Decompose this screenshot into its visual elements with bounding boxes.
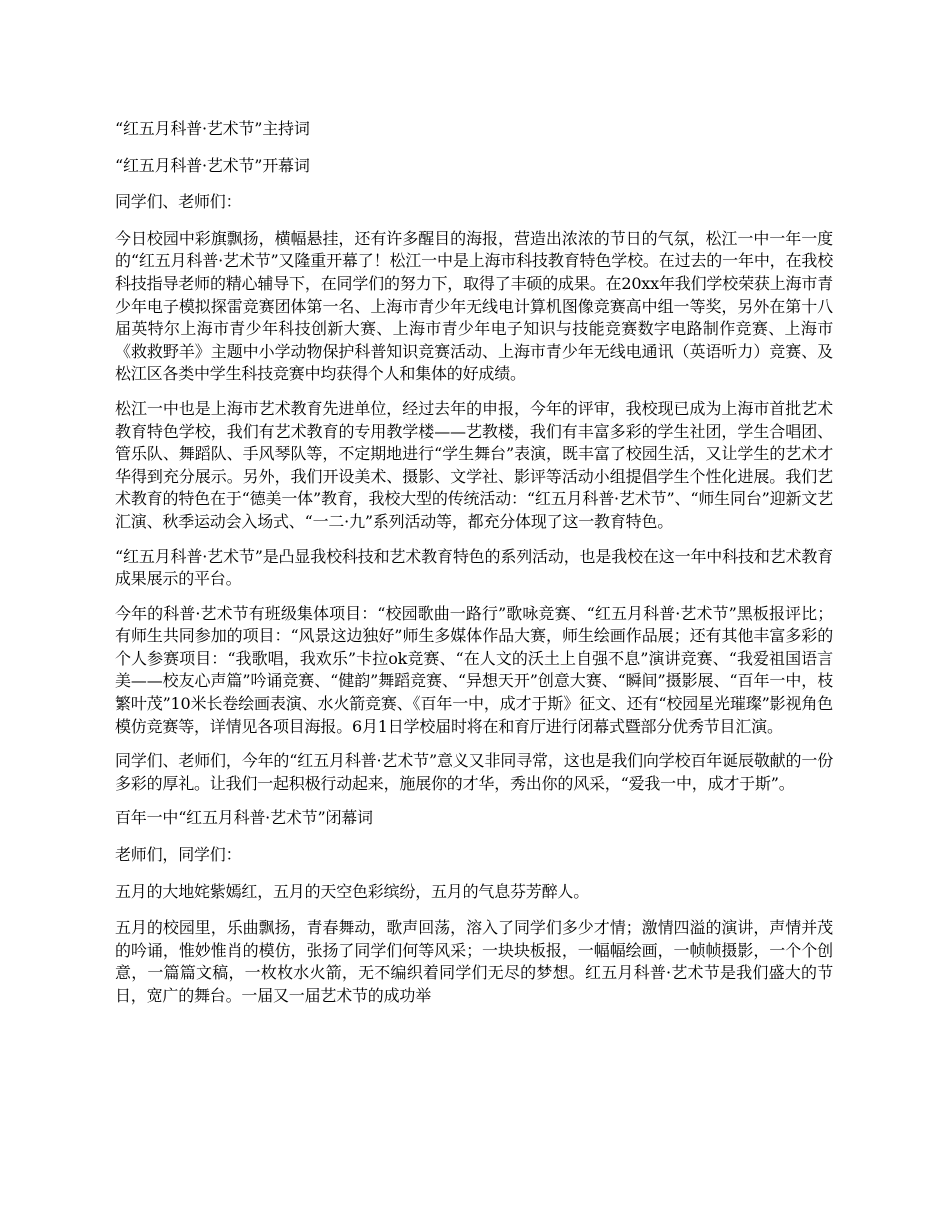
salutation-opening: 同学们、老师们：: [115, 192, 242, 212]
paragraph-may-intro: 五月的大地姹紫嫣红，五月的天空色彩缤纷，五月的气息芬芳醉人。: [115, 881, 590, 901]
document-heading-opening: “红五月科普·艺术节”开幕词: [115, 155, 310, 175]
paragraph-art-education: 松江一中也是上海市艺术教育先进单位，经过去年的申报，今年的评审，我校现已成为上海市首批艺术教育特色学校，我们有艺术教育的专用教学楼——艺教楼，我们有丰富多彩的学生社团，学生合唱团、管乐队、舞蹈队、手风琴队等，不定期地进行“学生舞台”表演，既丰富了校园生活，又让学生的艺术才华得到充分展示。另外，我们开设美术、摄影、文学社、影评等活动小组提倡学生个性化进展。我们艺术教育的特色在于“德美一体”教育，我校大型的传统活动：“红五月科普·艺术节”、“师生同台”迎新文艺汇演、秋季运动会入场式、“一二·九”系列活动等，都充分体现了这一教育特色。: [115, 398, 833, 531]
paragraph-festival-purpose: “红五月科普·艺术节”是凸显我校科技和艺术教育特色的系列活动，也是我校在这一年中科技和艺术教育成果展示的平台。: [115, 546, 833, 589]
document-page: [115, 118, 833, 1020]
paragraph-festival-events: 今年的科普·艺术节有班级集体项目：“校园歌曲一路行”歌咏竞赛、“红五月科普·艺术节”黑板报评比；有师生共同参加的项目：“风景这边独好”师生多媒体作品大赛，师生绘画作品展；还有其他丰富多彩的个人参赛项目：“我歌唱，我欢乐”卡拉ok竞赛、“在人文的沃土上自强不息”演讲竞赛、“我爱祖国语言美——校友心声篇”吟诵竞赛、“健韵”舞蹈竞赛、“异想天开”创意大赛、“瞬间”摄影展、“百年一中，枝繁叶茂”10米长卷绘画表演、水火箭竞赛、《百年一中，成才于斯》征文、还有“校园星光璀璨”影视角色模仿竞赛等，详情见各项目海报。6月1日学校届时将在和育厅进行闭幕式暨部分优秀节目汇演。: [115, 603, 833, 736]
document-heading-host: “红五月科普·艺术节”主持词: [115, 119, 310, 138]
paragraph-may-campus: 五月的校园里，乐曲飘扬，青春舞动，歌声回荡，溶入了同学们多少才情；激情四溢的演讲，声情并茂的吟诵，惟妙惟肖的模仿，张扬了同学们何等风采；一块块板报，一幅幅绘画，一帧帧摄影，一个个创意，一篇篇文稿，一枚枚水火箭，无不编织着同学们无尽的梦想。红五月科普·艺术节是我们盛大的节日，宽广的舞台。一届又一届艺术节的成功举: [115, 918, 833, 1005]
paragraph-centennial: 同学们、老师们，今年的“红五月科普·艺术节”意义又非同寻常，这也是我们向学校百年诞辰敬献的一份多彩的厚礼。让我们一起积极行动起来，施展你的才华，秀出你的风采，“爱我一中，成才于斯”。: [115, 751, 833, 793]
paragraph-science-achievements: 今日校园中彩旗飘扬，横幅悬挂，还有许多醒目的海报，营造出浓浓的节日的气氛，松江一中一年一度的“红五月科普·艺术节”又隆重开幕了！松江一中是上海市科技教育特色学校。在过去的一年中，在我校科技指导老师的精心辅导下，在同学们的努力下，取得了丰硕的成果。在20xx年我们学校荣获上海市青少年电子模拟探雷竞赛团体第一名、上海市青少年无线电计算机图像竞赛高中组一等奖，另外在第十八届英特尔上海市青少年科技创新大赛、上海市青少年电子知识与技能竞赛数字电路制作竞赛、上海市《救救野羊》主题中小学动物保护科普知识竞赛活动、上海市青少年无线电通讯（英语听力）竞赛、及松江区各类中学生科技竞赛中均获得个人和集体的好成绩。: [115, 228, 833, 384]
salutation-closing: 老师们，同学们：: [115, 845, 242, 865]
document-heading-closing: 百年一中“红五月科普·艺术节”闭幕词: [115, 808, 373, 828]
